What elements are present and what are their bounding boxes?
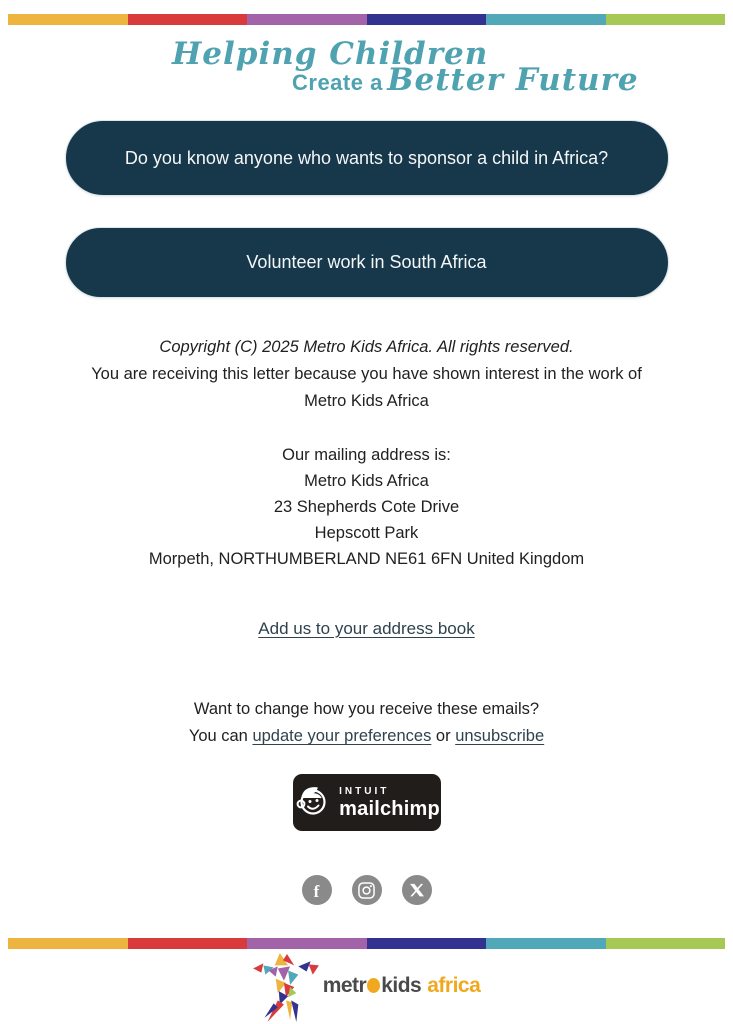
x-twitter-icon[interactable] [402, 875, 432, 905]
copyright-line: Copyright (C) 2025 Metro Kids Africa. All rights reserved. [159, 338, 574, 356]
update-preferences-link[interactable]: update your preferences [252, 727, 432, 745]
address-line: 23 Shepherds Cote Drive [273, 498, 460, 516]
mailchimp-wordmark: mailchimp [339, 797, 440, 820]
receiving-line-2: Metro Kids Africa [304, 392, 429, 410]
change-emails-line: Want to change how you receive these emails? [193, 700, 540, 718]
metro-kids-africa-logo [253, 952, 481, 1024]
tagline [0, 38, 733, 96]
copyright-block [91, 334, 642, 415]
mailchimp-badge[interactable] [293, 774, 441, 831]
logo-word-kids: kids [381, 973, 422, 997]
address-line: Hepscott Park [314, 524, 419, 542]
color-stripe [8, 14, 725, 25]
you-can-text: You can [188, 727, 248, 745]
logo-o-dot [367, 978, 380, 993]
sponsor-child-button[interactable]: Do you know anyone who wants to sponsor a child in Africa? [65, 120, 669, 196]
address-line: Morpeth, NORTHUMBERLAND NE61 6FN United Kingdom [148, 550, 585, 568]
instagram-icon[interactable] [352, 875, 382, 905]
mailchimp-freddie-icon [293, 781, 331, 824]
mailing-address-block [149, 442, 584, 572]
color-stripe [8, 938, 725, 949]
receiving-line-1: You are receiving this letter because you have shown interest in the work of [91, 365, 642, 383]
preferences-block [189, 696, 544, 750]
tagline-plain-create-a: Create a [292, 70, 383, 95]
star-figure-icon [253, 952, 319, 1024]
or-text: or [435, 727, 451, 745]
social-icons-row [302, 875, 432, 905]
unsubscribe-link[interactable]: unsubscribe [455, 727, 545, 745]
facebook-icon[interactable]: f [302, 875, 332, 905]
logo-word-metr: metr [322, 973, 367, 997]
address-line: Metro Kids Africa [304, 472, 429, 490]
volunteer-button[interactable]: Volunteer work in South Africa [65, 227, 669, 298]
mailing-intro: Our mailing address is: [282, 446, 451, 464]
tagline-script-better-future: Better Future [387, 62, 639, 98]
tagline-script-helping-children: Helping Children [172, 36, 489, 72]
intuit-wordmark: INTUIT [339, 785, 390, 797]
add-address-book-link[interactable]: Add us to your address book [258, 619, 475, 638]
logo-word-africa: africa [427, 973, 481, 997]
